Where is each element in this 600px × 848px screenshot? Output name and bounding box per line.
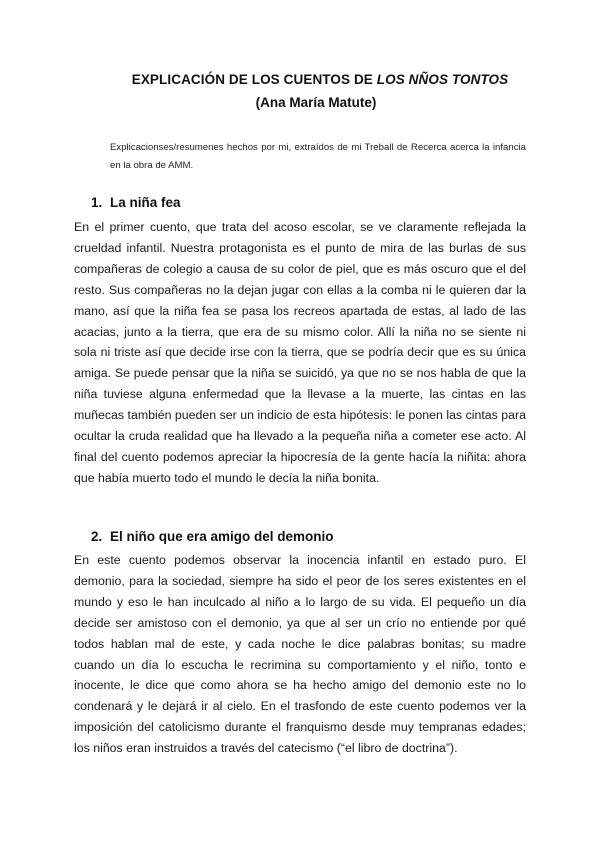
section-title: La niña fea bbox=[110, 195, 181, 210]
section-number: 2. bbox=[91, 529, 103, 544]
section-heading-2 bbox=[91, 528, 334, 546]
author-note: Explicacionses/resumenes hechos por mi, extraídos de mi Treball de Recerca acerca la infancia en la obra de AMM. bbox=[110, 142, 526, 171]
document-subtitle: (Ana María Matute) bbox=[255, 95, 377, 110]
section-body-2: En este cuento podemos observar la inocencia infantil en estado puro. El demonio, para la sociedad, siempre ha sido el peor de los seres existentes en el mundo y eso le han inculcado al niño a lo largo de su vida. El pequeño un día decide ser amistoso con el demonio, ya que al ser un crío no entiende por qué todos hablan mal de este, y cada noche le dice palabras bonitas; su madre cuando un día lo escucha le recrimina su comportamiento y el niño, tonto e inocente, le dice que como ahora se ha hecho amigo del demonio este no lo condenará y le dejará ir al cielo. En el trasfondo de este cuento podemos ver la imposición del catolicismo durante el franquismo desde muy tempranas edades; los niños eran instruidos a través del catecismo (“el libro de doctrina”). bbox=[74, 553, 526, 756]
section-title: El niño que era amigo del demonio bbox=[110, 529, 334, 544]
document-title bbox=[0, 69, 600, 91]
title-text: EXPLICACIÓN DE LOS CUENTOS DE bbox=[131, 72, 377, 87]
section-number: 1. bbox=[91, 195, 103, 210]
section-heading-1 bbox=[91, 194, 181, 212]
section-body-1: En el primer cuento, que trata del acoso escolar, se ve claramente reflejada la crueldad infantil. Nuestra protagonista es el punto de mira de las burlas de sus compañeras de colegio a causa de su color de piel, que es más oscuro que el del resto. Sus compañeras no la dejan jugar con ellas a la comba ni le quieren dar la mano, así que la niña fea se pasa los recreos apartada de estas, al lado de las acacias, junto a la tierra, que era de su mismo color. Allí la niña no se siente ni sola ni triste así que decide irse con la tierra, que se podría decir que es su única amiga. Se puede pensar que la niña se suicidó, ya que no se nos habla de que la niña tuviese alguna enfermedad que la llevase a la muerte, las cintas en las muñecas también pueden ser un indicio de esta hipótesis: le ponen las cintas para ocultar la cruda realidad que ha llevado a la pequeña niña a cometer ese acto. Al final del cuento podemos apreciar la hipocresía de la gente hacía la niñita: ahora que había muerto todo el mundo le decía la niña bonita. bbox=[74, 220, 526, 485]
title-italic-text: LOS NÑOS TONTOS bbox=[376, 72, 509, 87]
